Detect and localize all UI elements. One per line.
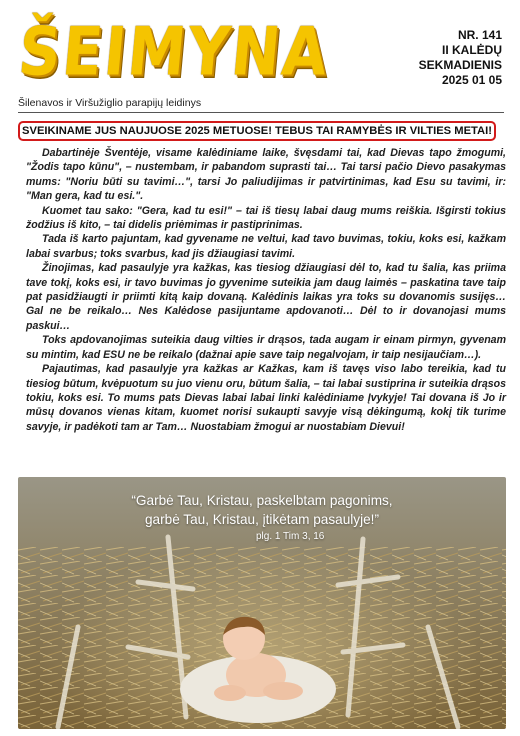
publication-subtitle: Šilenavos ir Viršužiglio parapijų leidinys [18,97,202,109]
issue-info [419,28,502,88]
quote-line: “Garbė Tau, Kristau, paskelbtam pagonims, [131,493,393,508]
quote-reference: plg. 1 Tim 3, 16 [256,531,325,542]
masthead [0,0,520,122]
issue-date: 2025 01 05 [441,73,502,87]
issue-occasion: II KALĖDŲ [442,43,502,57]
article-paragraph: Toks apdovanojimas suteikia daug vilties ir drąsos, tada augam ir einam pirmyn, gyvenam su mintim, kad ESU ne be reikalo (dažnai apie save taip negalvojam, ir taip nesijaučiam…). [26,334,506,361]
photo-quote [18,491,506,529]
article-paragraph: Pajautimas, kad pasaulyje yra kažkas ar Kažkas, kam iš tavęs viso labo tereikia, kad tu tiesiog būtum, kvėpuotum su juo vienu oru, būtum šalia, – tai labai sustiprina ir suteikia drąsos tokiu, koks esi. To mums pats Dievas labai labai linki kalėdiniame Įvykyje! Tai dovana iš Jo ir mūsų dovanos vienas kitam, kuomet norisi sukaupti savyje visą dėkingumą, kokį tik turime savyje, ir padėkoti tam ar Tam… Nuostabiam žmogui ar nuostabiam Dievui! [26,363,506,433]
article-paragraph: Kuomet tau sako: "Gera, kad tu esi!" – tai iš tiesų labai daug mums reiškia. Išgirsti tokius žodžius iš kito, – tai didelis priėmimas ir pastiprinimas. [26,204,506,232]
quote-line: garbė Tau, Kristau, įtikėtam pasaulyje!” [145,512,379,527]
new-year-greeting-banner: SVEIKINAME JUS NAUJUOSE 2025 METUOSE! TEBUS TAI RAMYBĖS IR VILTIES METAI! [18,121,496,141]
header-divider [18,112,504,113]
article-paragraph: Tada iš karto pajuntam, kad gyvename ne veltui, kad tavo buvimas, tokiu, koks esi, kažkam labai svarbus; toks svarbus, kad jis džiaugiasi tavimi. [26,233,506,260]
article-paragraph: Žinojimas, kad pasaulyje yra kažkas, kas tiesiog džiaugiasi dėl to, kad tu šalia, kas priima tave tokį, koks esi, ir tavo buvimas jo gyvenime suteikia jam daug laimės – paskatina tave taip pat pasidžiaugti ir priimti kitą kaip dovaną. Kalėdinis laikas yra toks su dovanomis susijęs… Gal ne be reikalo… Nes Kalėdose pasijuntame apdovanoti… Dėl to ir dovanojasi mums paskui… [26,262,506,332]
article-paragraph: Dabartinėje Šventėje, visame kalėdiniame laike, švęsdami tai, kad Dievas tapo žmogumi, "Žodis tapo kūnu", – nustembam, ir pabandom suprasti tai… Tai tarsi pačio Dievo pasakymas mums: "Noriu būti su tavimi…", tarsi Jo paliudijimas ir patvirtinimas, kad Esu su tavimi, ir: "Man gera, kad tu esi.". [26,147,506,203]
infant-jesus-photo [18,477,506,729]
issue-day: SEKMADIENIS [418,58,502,72]
christmas-article [26,146,506,434]
issue-number: NR. 141 [457,28,502,42]
newsletter-logo: ŠEIMYNA [15,12,333,91]
